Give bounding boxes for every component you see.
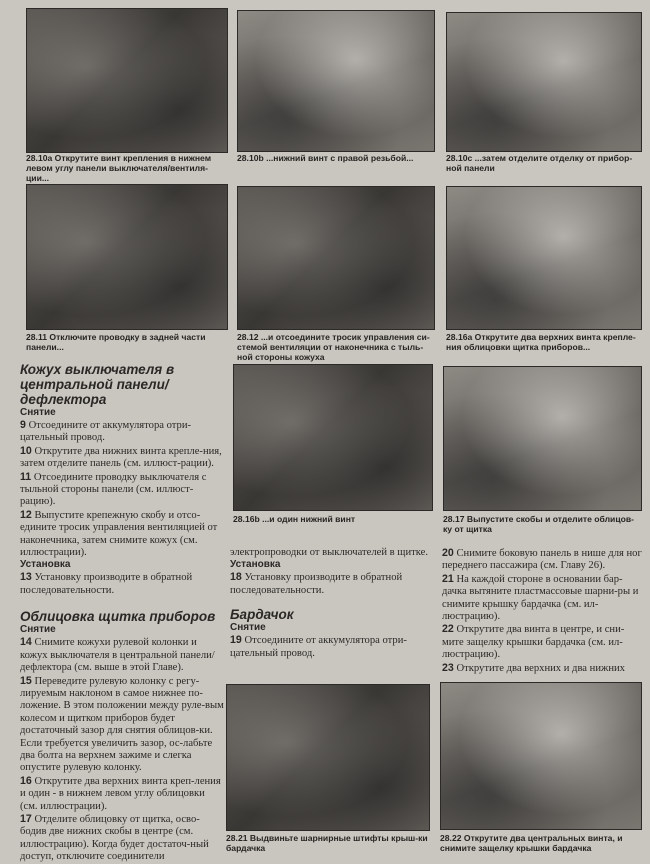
step-number: 18 <box>230 571 242 584</box>
step-number: 12 <box>20 508 32 521</box>
step-12: 12 Выпустите крепежную скобу и отсо-едините тросик управления вентиляцией от наконечника, затем снимите кожух (см. иллюстрации). <box>20 508 218 559</box>
caption-28-22: 28.22 Открутите два центральных винта, и снимите защелку крышки бардачка <box>440 833 623 853</box>
step-19: 19 Отсоедините от аккумулятора отри-цательный провод. <box>230 634 407 659</box>
photo-28-21 <box>226 684 430 831</box>
left-column <box>20 362 224 864</box>
heading-oblicovka: Облицовка щитка приборов <box>20 609 216 625</box>
caption-28-17: 28.17 Выпустите скобы и отделите облицов-ку от щитка <box>443 514 635 534</box>
step-number: 16 <box>20 774 32 787</box>
caption-28-16b: 28.16b ...и один нижний винт <box>233 514 356 524</box>
step-18: 18 Установку производите в обратной последовательности. <box>230 571 403 596</box>
step-number: 11 <box>20 470 32 483</box>
right-column <box>442 547 642 675</box>
step-number: 9 <box>20 419 26 431</box>
step-9: 9 Отсоедините от аккумулятора отри-цательный провод. <box>20 419 192 444</box>
caption-28-10c: 28.10c ...затем отделите отделку от прибор-ной панели <box>446 153 633 173</box>
step-number: 10 <box>20 444 32 457</box>
heading-kozhuh: Кожух выключателя в центральной панели/ дефлектора <box>20 362 175 407</box>
subheading-removal-2: Снятие <box>20 624 56 636</box>
photo-28-11 <box>26 184 228 330</box>
step-number: 23 <box>442 661 454 674</box>
step-17: 17 Отделите облицовку от щитка, осво-бодив две нижних скобы в центре (см. иллюстрацию). Когда будет достаточ-ный доступ, отключите соединители <box>20 812 209 863</box>
step-15: 15 Переведите рулевую колонку с регу-лируемым наклоном в самое нижнее по-ложение. В этом положении между руле-вым колесом и щитком приборов будет достаточный зазор для снятия облицов-ки. Если требуется увеличить зазор, ос-лабьте два болта на верхнем зажиме и слегка опустите рулевую колонку. <box>20 674 224 774</box>
photo-28-12 <box>237 186 435 330</box>
continued-text: электропроводки от выключателей в щитке. <box>230 547 428 558</box>
photo-28-16a <box>446 186 642 330</box>
caption-28-16a: 28.16a Открутите два верхних винта крепле-ния облицовки щитка приборов... <box>446 332 636 352</box>
photo-28-16b <box>233 364 433 511</box>
step-number: 14 <box>20 636 32 649</box>
step-number: 22 <box>442 623 454 636</box>
step-10: 10 Открутите два нижних винта крепле-ния, затем отделите панель (см. иллюст-рации). <box>20 444 222 470</box>
caption-28-11: 28.11 Отключите проводку в задней части панели... <box>26 332 206 352</box>
photo-28-10a <box>26 8 228 153</box>
step-number: 19 <box>230 634 242 647</box>
caption-28-12: 28.12 ...и отсоедините тросик управления си-стемой вентиляции от наконечника с тыль-ной стороны кожуха <box>237 332 430 362</box>
subheading-install: Установка <box>20 559 71 571</box>
step-number: 15 <box>20 674 32 687</box>
caption-28-10b: 28.10b ...нижний винт с правой резьбой... <box>237 153 414 163</box>
step-22: 22 Открутите два винта в центре, и сни-мите защелку крышки бардачка (см. ил-люстрацию). <box>442 623 625 661</box>
caption-28-21: 28.21 Выдвиньте шарнирные штифты крыш-ки бардачка <box>226 833 428 853</box>
step-number: 21 <box>442 572 454 585</box>
step-20: 20 Снимите боковую панель в нише для ног переднего пассажира (см. Главу 26). <box>442 547 642 572</box>
photo-28-17 <box>443 366 642 511</box>
step-13: 13 Установку производите в обратной последовательности. <box>20 571 193 596</box>
step-23: 23 Открутите два верхних и два нижних <box>442 661 625 674</box>
subheading-removal-3: Снятие <box>230 622 266 634</box>
subheading-removal: Снятие <box>20 407 56 418</box>
photo-28-10c <box>446 12 642 152</box>
step-16: 16 Открутите два верхних винта креп-ления и один - в нижнем левом углу облицовки (см. иллюстрации). <box>20 774 221 812</box>
photo-28-22 <box>440 682 642 830</box>
middle-column <box>230 547 432 660</box>
step-14: 14 Снимите кожухи рулевой колонки и кожух выключателя в центральной панели/дефлектора (см. выше в этой Главе). <box>20 636 215 674</box>
step-number: 17 <box>20 812 32 825</box>
heading-bardachok: Бардачок <box>230 607 294 623</box>
step-11: 11 Отсоедините проводку выключателя с тыльной стороны панели (см. иллюст-рацию). <box>20 470 207 508</box>
step-number: 20 <box>442 547 454 559</box>
photo-28-10b <box>237 10 435 152</box>
subheading-install-2: Установка <box>230 559 281 571</box>
step-21: 21 На каждой стороне в основании бар-дачка вытяните пластмассовые шарни-ры и снимите крышку бардачка (см. ил-люстрацию). <box>442 572 639 623</box>
step-number: 13 <box>20 571 32 584</box>
caption-28-10a: 28.10a Открутите винт крепления в нижнем левом углу панели выключателя/вентиля-ции... <box>26 153 212 183</box>
